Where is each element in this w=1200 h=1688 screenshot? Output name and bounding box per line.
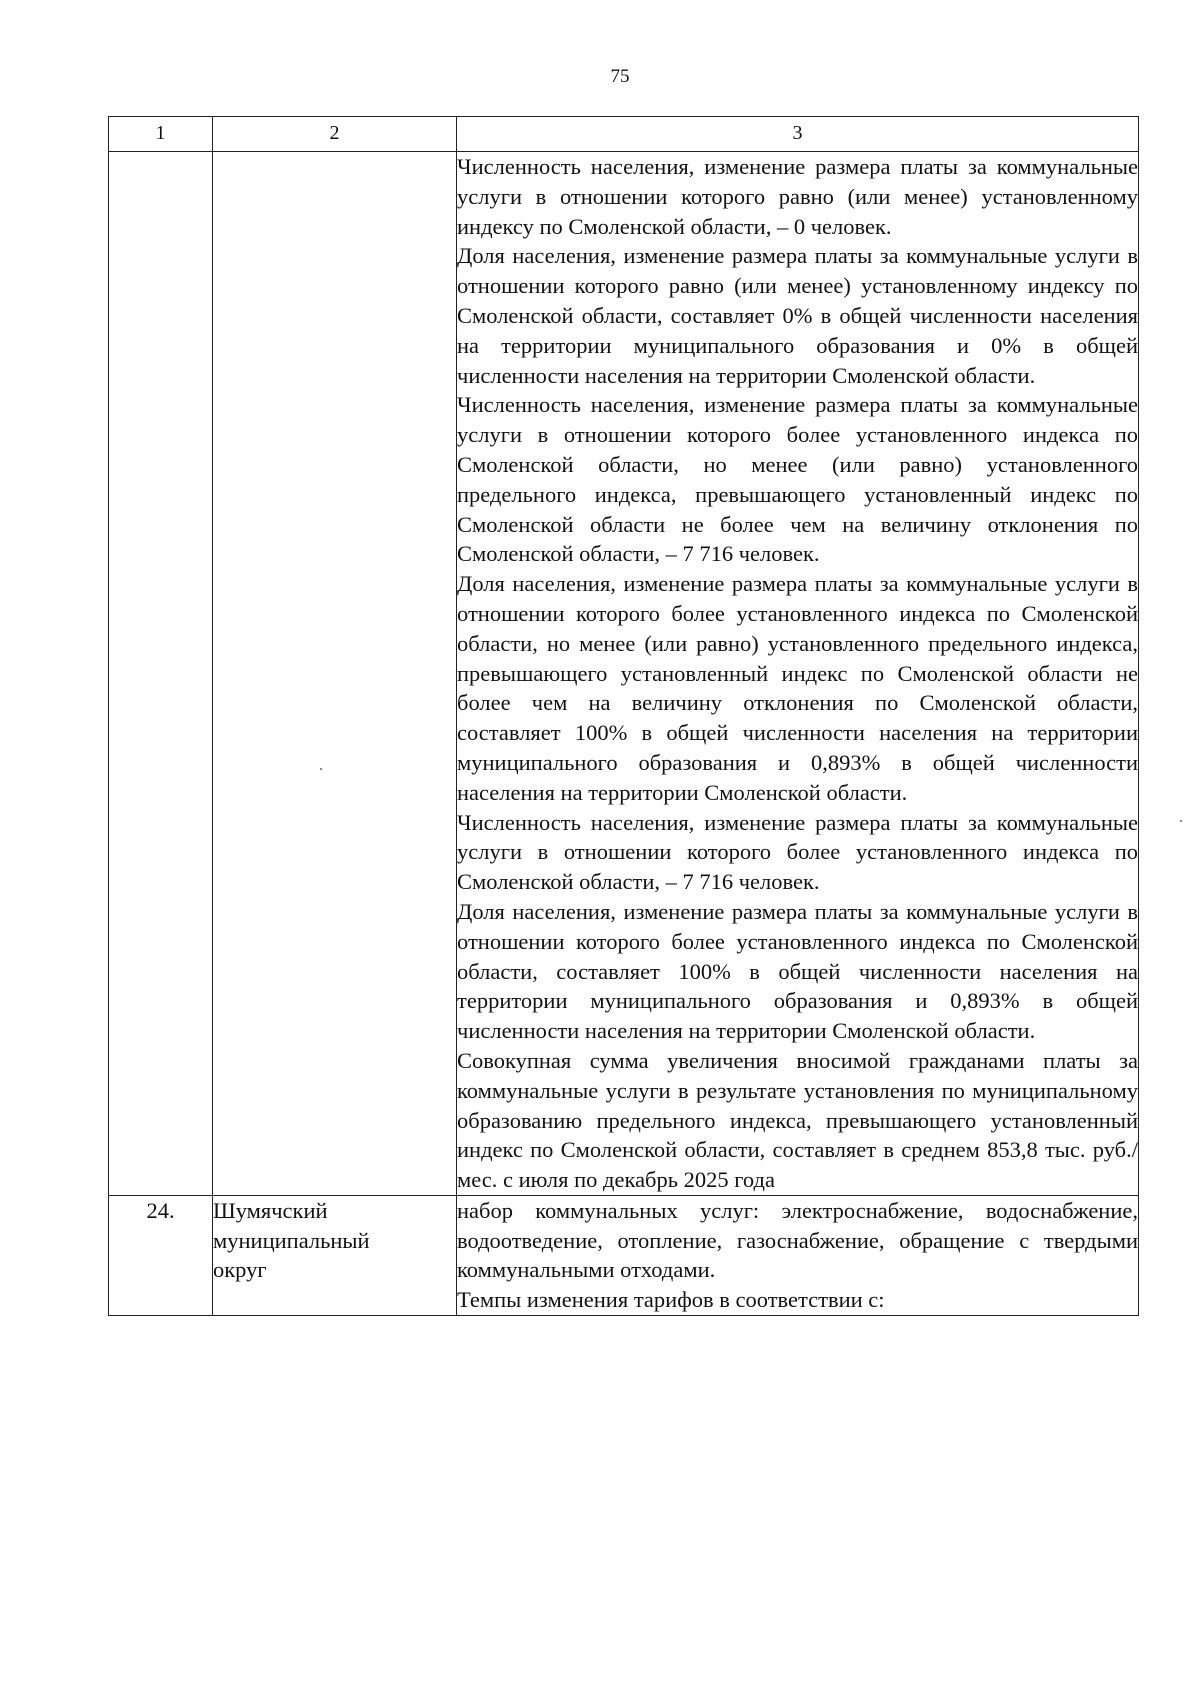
table-header-row <box>109 117 1139 152</box>
municipality-name-cell <box>213 152 457 1196</box>
paragraph-population-above-index: Численность населения, изменение размера платы за коммунальные услуги в отношении которого более установленного индекса по Смоленской области, – 7 716 человек. <box>457 809 1138 895</box>
municipality-name-line: муниципальный <box>213 1227 370 1253</box>
row-number-cell <box>109 152 213 1196</box>
column-header-2: 2 <box>213 117 457 152</box>
paragraph-share-within-limit: Доля населения, изменение размера платы за коммунальные услуги в отношении которого более установленного индекса по Смоленской области, но менее (или равно) установленного предельного индекса, превышающего установленный индекс по Смоленской области не более чем на величину отклонения по Смоленской области, составляет 100% в общей численности населения на территории муниципального образования и 0,893% в общей численности населения на территории Смоленской области. <box>457 571 1138 805</box>
paragraph-population-equal-index: Численность населения, изменение размера платы за коммунальные услуги в отношении которого равно (или менее) установленному индексу по Смоленской области, – 0 человек. <box>457 154 1138 239</box>
table-row-continued <box>109 152 1139 1196</box>
municipality-name-cell <box>213 1195 457 1315</box>
scan-speck <box>1180 820 1182 822</box>
column-header-1: 1 <box>109 117 213 152</box>
page-number: 75 <box>610 66 630 87</box>
description-cell <box>457 1195 1139 1315</box>
paragraph-population-within-limit: Численность населения, изменение размера платы за коммунальные услуги в отношении которого более установленного индекса по Смоленской области, но менее (или равно) установленного предельного индекса, превышающего установленный индекс по Смоленской области не более чем на величину отклонения по Смоленской области, – 7 716 человек. <box>457 392 1138 567</box>
municipality-name-line: округ <box>213 1257 267 1283</box>
paragraph-share-equal-index: Доля населения, изменение размера платы за коммунальные услуги в отношении которого равно (или менее) установленному индексу по Смоленской области, составляет 0% в общей численности населения на территории муниципального образования и 0% в общей численности населения на территории Смоленской области. <box>457 243 1138 388</box>
paragraph-utility-set: набор коммунальных услуг: электроснабжение, водоснабжение, водоотведение, отопление, газоснабжение, обращение с твердыми коммунальными отходами. <box>457 1197 1138 1283</box>
table-row-24 <box>109 1195 1139 1315</box>
paragraph-tariff-rates: Темпы изменения тарифов в соответствии с: <box>457 1287 885 1313</box>
scan-speck <box>320 768 322 770</box>
description-cell <box>457 152 1139 1196</box>
row-number-cell: 24. <box>109 1195 213 1315</box>
data-table <box>108 116 1139 1316</box>
column-header-3: 3 <box>457 117 1139 152</box>
paragraph-total-increase: Совокупная сумма увеличения вносимой гражданами платы за коммунальные услуги в результате установления по муниципальному образованию предельного индекса, превышающего установленный индекс по Смоленской области, составляет в среднем 853,8 тыс. руб./мес. с июля по декабрь 2025 года <box>457 1047 1138 1193</box>
municipality-name-line: Шумячский <box>213 1197 328 1223</box>
paragraph-share-above-index: Доля населения, изменение размера платы за коммунальные услуги в отношении которого более установленного индекса по Смоленской области, составляет 100% в общей численности населения на территории муниципального образования и 0,893% в общей численности населения на территории Смоленской области. <box>457 898 1138 1044</box>
